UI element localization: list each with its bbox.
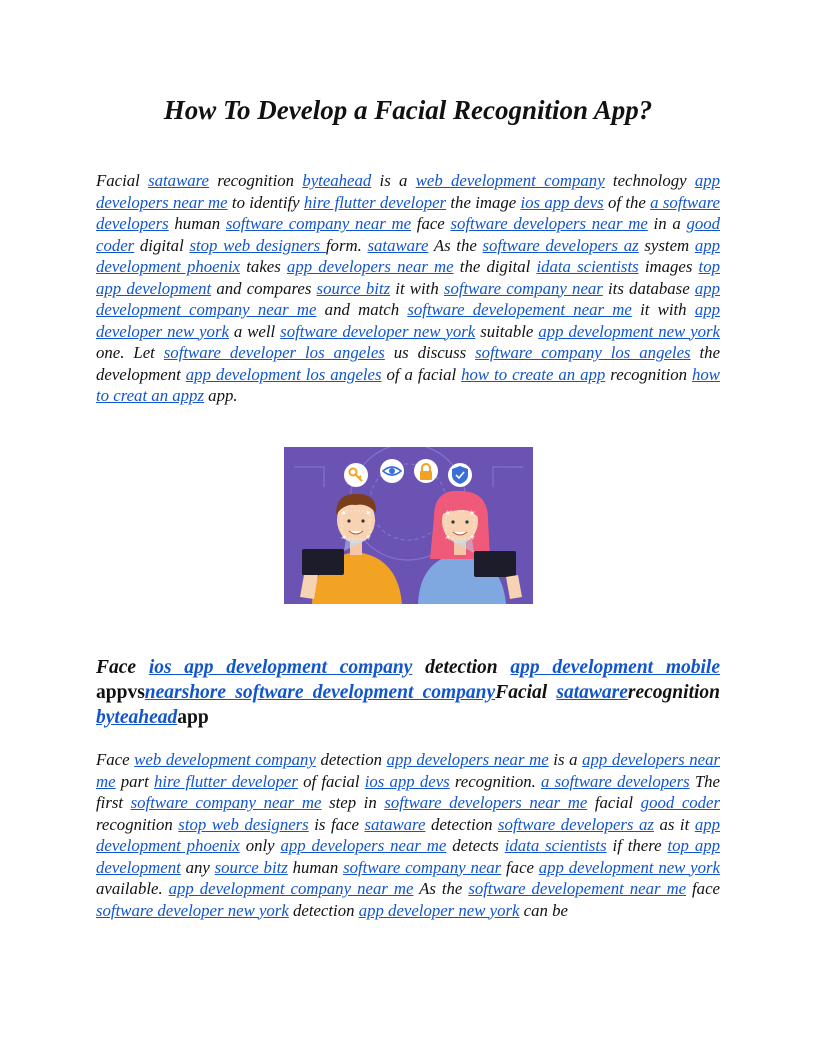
inline-link[interactable]: stop web designers xyxy=(178,814,309,834)
section-heading xyxy=(96,655,720,730)
inline-link[interactable]: software company near xyxy=(343,857,502,877)
body-text: of the xyxy=(603,192,651,212)
inline-link[interactable]: ios app devs xyxy=(520,192,604,212)
body-text: face xyxy=(411,214,451,233)
body-text: Facial xyxy=(96,171,149,190)
body-text: available. xyxy=(96,879,169,898)
inline-link[interactable]: software developers az xyxy=(498,814,654,834)
body-text: recognition xyxy=(96,814,179,834)
facial-recognition-illustration xyxy=(284,447,533,604)
inline-link[interactable]: software developer new york xyxy=(280,321,476,341)
body-text: human xyxy=(168,214,226,233)
body-text: is face xyxy=(308,814,365,834)
body-text: only xyxy=(239,836,281,855)
inline-link[interactable]: software developement near me xyxy=(407,300,632,319)
body-text: takes xyxy=(240,257,287,276)
body-text: the digital xyxy=(453,257,537,276)
inline-link[interactable]: software developers az xyxy=(482,235,639,255)
body-text: the development xyxy=(96,343,721,384)
body-text: recognition xyxy=(605,364,693,384)
eye-icon xyxy=(380,459,404,483)
key-icon xyxy=(344,463,368,487)
inline-link[interactable]: source bitz xyxy=(214,857,288,877)
inline-link[interactable]: app development phoenix xyxy=(96,235,721,276)
inline-link[interactable]: web development company xyxy=(134,750,316,769)
body-text: of facial xyxy=(297,771,365,791)
body-text: detection xyxy=(412,657,511,678)
inline-link[interactable]: top app development xyxy=(96,257,720,298)
inline-link[interactable]: good coder xyxy=(640,793,721,812)
shield-icon xyxy=(448,463,472,487)
body-text: technology xyxy=(604,171,695,190)
body-text: as it xyxy=(653,814,695,834)
inline-link[interactable]: app developer new york xyxy=(358,900,520,920)
body-text: detection xyxy=(425,814,499,834)
inline-link[interactable]: stop web designers xyxy=(189,235,326,255)
body-text: digital xyxy=(134,235,190,255)
inline-link[interactable]: sataware xyxy=(367,235,429,255)
inline-link[interactable]: how to creat an appz xyxy=(96,364,720,405)
inline-link[interactable]: software company near xyxy=(443,278,603,298)
inline-link[interactable]: software developers near me xyxy=(384,793,588,812)
body-text: in a xyxy=(647,214,687,233)
inline-link[interactable]: app developer new york xyxy=(96,300,720,341)
inline-link[interactable]: good coder xyxy=(96,214,720,255)
inline-link[interactable]: app development new york xyxy=(538,857,720,877)
heading-text: app xyxy=(177,707,209,728)
inline-link[interactable]: idata scientists xyxy=(504,836,607,855)
inline-link[interactable]: app developers near me xyxy=(286,257,454,276)
body-text: it with xyxy=(390,278,444,298)
inline-link[interactable]: byteahead xyxy=(302,171,372,190)
body-text: detection xyxy=(315,750,387,769)
body-text: Facial xyxy=(495,682,557,703)
body-text: is a xyxy=(548,750,583,769)
inline-link[interactable]: software developement near me xyxy=(468,879,687,898)
inline-link[interactable]: app development company near me xyxy=(96,278,721,319)
body-text: face xyxy=(501,857,539,877)
body-text: Face xyxy=(96,750,135,769)
body-text: part xyxy=(115,771,154,791)
heading-text: appvs xyxy=(96,682,145,703)
inline-link[interactable]: hire flutter developer xyxy=(303,192,447,212)
body-text: form. xyxy=(325,235,368,255)
body-text: it with xyxy=(631,300,695,319)
inline-link[interactable]: byteahead xyxy=(96,707,178,728)
inline-link[interactable]: how to create an app xyxy=(461,364,606,384)
body-text: Face xyxy=(96,657,149,678)
inline-link[interactable]: app developers near me xyxy=(280,836,447,855)
body-text: The first xyxy=(96,771,720,812)
body-text: of a facial xyxy=(381,364,462,384)
inline-link[interactable]: app development company near me xyxy=(168,879,414,898)
inline-link[interactable]: software company near me xyxy=(225,214,412,233)
inline-link[interactable]: sataware xyxy=(364,814,426,834)
inline-link[interactable]: app developers near me xyxy=(96,171,720,212)
body-text: us discuss xyxy=(384,343,476,362)
inline-link[interactable]: source bitz xyxy=(316,278,391,298)
body-text: face xyxy=(686,879,720,898)
inline-link[interactable]: a software developers xyxy=(541,771,690,791)
page-title: How To Develop a Facial Recognition App? xyxy=(163,95,653,125)
body-text: the image xyxy=(446,192,521,212)
inline-link[interactable]: sataware xyxy=(556,682,628,703)
body-text: As the xyxy=(428,235,483,255)
inline-link[interactable]: idata scientists xyxy=(536,257,639,276)
body-text: step in xyxy=(321,793,385,812)
body-paragraph xyxy=(96,749,720,921)
inline-link[interactable]: software company los angeles xyxy=(475,343,691,362)
inline-link[interactable]: app development los angeles xyxy=(185,364,382,384)
inline-link[interactable]: ios app development company xyxy=(148,657,413,678)
body-text: a well xyxy=(228,321,281,341)
body-text: one. Let xyxy=(96,343,164,362)
body-text: its database xyxy=(602,278,695,298)
body-text: detects xyxy=(446,836,505,855)
inline-link[interactable]: nearshore software development company xyxy=(144,682,496,703)
body-text: detection xyxy=(288,900,359,920)
inline-link[interactable]: hire flutter developer xyxy=(153,771,298,791)
body-text: if there xyxy=(606,836,668,855)
inline-link[interactable]: software developer los angeles xyxy=(163,343,385,362)
body-text: system xyxy=(638,235,695,255)
body-text: to identify xyxy=(227,192,304,212)
body-text: recognition xyxy=(627,682,720,703)
inline-link[interactable]: software developer new york xyxy=(96,900,289,920)
inline-link[interactable]: sataware xyxy=(148,171,210,190)
inline-link[interactable]: software developers near me xyxy=(450,214,648,233)
inline-link[interactable]: ios app devs xyxy=(364,771,450,791)
inline-link[interactable]: app development phoenix xyxy=(96,814,720,855)
body-text: is a xyxy=(371,171,416,190)
body-text: images xyxy=(638,257,699,276)
inline-link[interactable]: a software developers xyxy=(96,192,720,233)
inline-link[interactable]: top app development xyxy=(96,836,720,877)
inline-link[interactable]: app development new york xyxy=(538,321,721,341)
inline-link[interactable]: web development company xyxy=(415,171,605,190)
body-text: app. xyxy=(203,386,238,405)
inline-link[interactable]: app development mobile xyxy=(510,657,720,678)
body-text: As the xyxy=(413,879,469,898)
body-text: can be xyxy=(519,900,568,920)
body-text: suitable xyxy=(475,321,539,341)
intro-paragraph xyxy=(96,170,720,407)
inline-link[interactable]: software company near me xyxy=(130,793,322,812)
body-text: any xyxy=(180,857,215,877)
body-text: facial xyxy=(587,793,641,812)
inline-link[interactable]: app developers near me xyxy=(96,750,721,791)
body-text: human xyxy=(287,857,344,877)
body-text: and match xyxy=(316,300,408,319)
body-text: and compares xyxy=(211,278,317,298)
body-text: recognition. xyxy=(449,771,541,791)
body-text: recognition xyxy=(209,171,303,190)
lock-icon xyxy=(414,459,438,483)
inline-link[interactable]: app developers near me xyxy=(386,750,549,769)
